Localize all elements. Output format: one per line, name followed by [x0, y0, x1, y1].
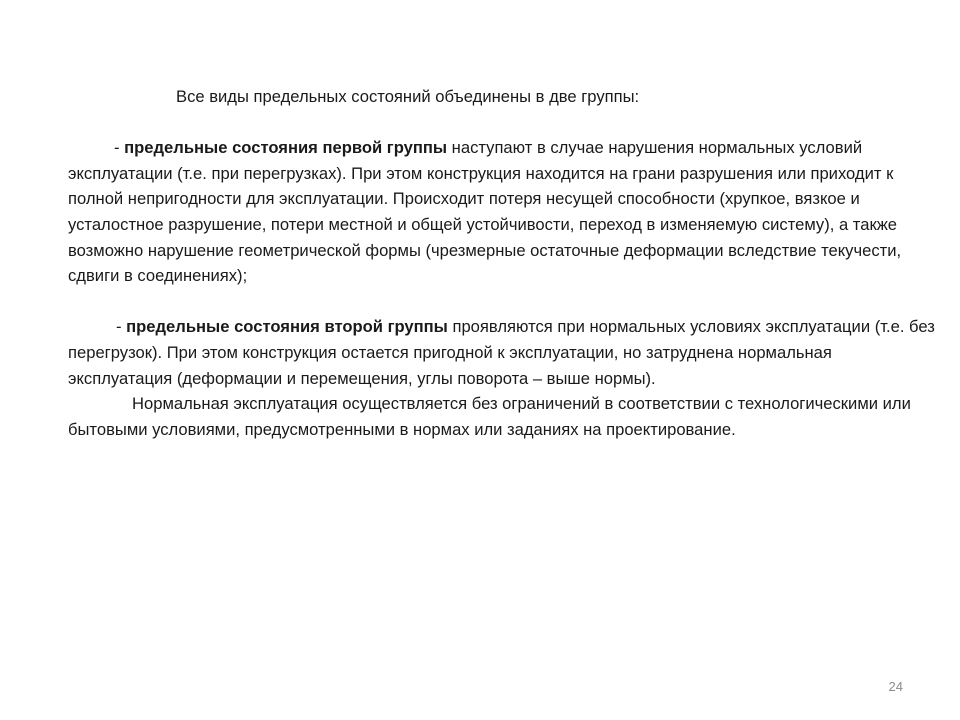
group2-text: проявляются при нормальных условиях эксплуатации (т.е. без перегрузок). При этом конструкция остается пригодной к эксплуатации, но затруднена нормальная эксплуатация (деформации и перемещения, углы поворота – выше нормы).	[68, 317, 935, 388]
group2-paragraph	[68, 314, 940, 391]
group1-heading: предельные состояния первой группы	[124, 138, 448, 158]
normal-operation-paragraph: Нормальная эксплуатация осуществляется без ограничений в соответствии с технологическими или бытовыми условиями, предусмотренными в нормах или заданиях на проектирование.	[68, 394, 911, 439]
slide-body	[68, 84, 940, 442]
page-number: 24	[888, 679, 903, 694]
group2-heading: предельные состояния второй группы	[126, 317, 448, 337]
intro-text: Все виды предельных состояний объединены в две группы:	[176, 87, 640, 106]
group2-dash: -	[116, 317, 127, 337]
spacer	[68, 110, 940, 136]
group1-paragraph	[68, 135, 940, 289]
spacer	[68, 289, 940, 315]
group1-dash: -	[114, 138, 125, 158]
group1-text: наступают в случае нарушения нормальных условий эксплуатации (т.е. при перегрузках). При этом конструкция находится на грани разрушения или приходит к полной непригодности для эксплуатации. Происходит потеря несущей способности (хрупкое, вязкое и усталостное разрушение, потери местной и общей устойчивости, переход в изменяемую систему), а также возможно нарушение геометрической формы (чрезмерные остаточные деформации вследствие текучести, сдвиги в соединениях);	[68, 138, 902, 286]
